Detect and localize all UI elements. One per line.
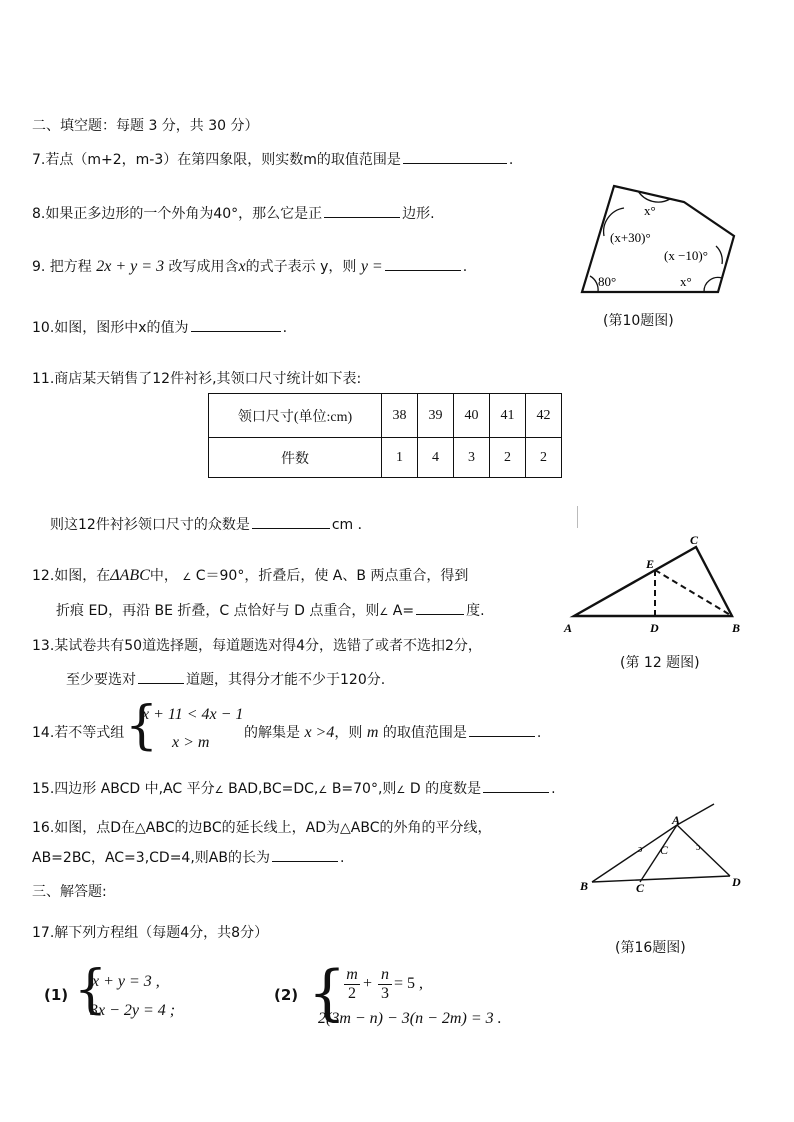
question-16-end: . [339, 850, 345, 866]
question-10-text: 10.如图，图形中x的值为 [32, 320, 189, 336]
question-14-prefix: 14.若不等式组 [32, 725, 125, 741]
question-11: 11.商店某天销售了12件衬衫,其领口尺寸统计如下表: [32, 371, 362, 387]
angle-icon: ∠ [214, 785, 224, 796]
inequality-2: x > m [172, 734, 210, 751]
question-12-text: 12.如图，在 [32, 568, 111, 584]
question-11-answer-text: 则这12件衬衫领口尺寸的众数是 [50, 517, 250, 533]
question-8-text: 8.如果正多边形的一个外角为40°，那么它是正 [32, 206, 323, 222]
question-12-text: 中， [149, 568, 178, 584]
question-9-middle2: 的式子表示 y，则 [245, 259, 357, 275]
answer-blank-16[interactable] [272, 847, 338, 862]
table-row [209, 438, 562, 478]
fig16-tick-mark: ɔ [696, 842, 701, 853]
question-7 [32, 149, 513, 169]
table-cell: 2 [490, 438, 526, 478]
question-9-middle: 改写成用含 [168, 259, 239, 275]
figure-10-caption: (第10题图) [603, 313, 674, 329]
question-12-line-2 [56, 600, 485, 620]
figure-12-triangle [558, 532, 748, 638]
question-14-rest [244, 722, 541, 742]
answer-blank-11[interactable] [252, 514, 330, 529]
fig12-label-C: C [690, 533, 699, 547]
question-10-end: . [282, 320, 288, 336]
fig16-label-inner-C: C [660, 843, 669, 857]
brace-icon: { [125, 696, 159, 756]
table-cell: 4 [418, 438, 454, 478]
plus-sign: + [363, 975, 373, 992]
question-15 [32, 778, 556, 798]
question-17-title: 17.解下列方程组（每题4分，共8分） [32, 925, 269, 941]
question-9-equation: 2x + y = 3 [96, 258, 165, 275]
fig10-label-top: x° [644, 203, 656, 218]
equation-2-1-tail: = 5 , [394, 975, 424, 992]
question-14-text: 的解集是 [244, 725, 300, 741]
answer-blank-15[interactable] [483, 778, 549, 793]
divider [577, 506, 578, 528]
section-title-answer: 三、解答题: [32, 884, 107, 900]
fraction-m-over-2: m 2 [344, 966, 360, 1003]
answer-blank-8[interactable] [324, 203, 400, 218]
answer-blank-12[interactable] [416, 600, 464, 615]
question-13-line-1: 13.某试卷共有50道选择题，每道题选对得4分，选错了或者不选扣2分， [32, 638, 482, 654]
fig16-label-A: A [672, 813, 681, 827]
question-15-text: B=70°,则 [331, 781, 397, 797]
question-14-text: ，则 [334, 725, 363, 741]
figure-10-pentagon [576, 180, 746, 304]
question-15-end: . [551, 781, 556, 797]
question-14-solution: x >4 [304, 724, 335, 741]
table-cell: 38 [382, 394, 418, 438]
question-16-line-1: 16.如图，点D在△ABC的边BC的延长线上，AD为△ABC的外角的平分线， [32, 820, 492, 836]
question-11-answer [50, 514, 372, 534]
question-12-line-1 [32, 565, 468, 585]
fig10-label-left: (x+30)° [610, 230, 651, 245]
angle-icon: ∠ [396, 785, 406, 796]
table-cell: 41 [490, 394, 526, 438]
figure-16-triangle [572, 800, 752, 896]
fig10-label-bottom-right: x° [680, 274, 692, 289]
answer-blank-7[interactable] [403, 149, 507, 164]
angle-icon: ∠ [182, 572, 192, 583]
question-12-text: 折痕 ED，再沿 BE 折叠，C 点恰好与 D 点重合，则 [56, 603, 380, 619]
table-cell: 1 [382, 438, 418, 478]
question-7-end: . [508, 152, 514, 168]
table-cell: 42 [526, 394, 562, 438]
question-12-text: A= [392, 603, 415, 619]
question-12-text: C＝90°，折叠后，使 A、B 两点重合，得到 [195, 568, 469, 584]
question-14-var: m [366, 724, 379, 741]
question-14-text: 的取值范围是 [382, 725, 467, 741]
question-15-text: 15.四边形 ABCD 中,AC 平分 [32, 781, 215, 797]
question-11-unit: cm ． [331, 517, 372, 533]
fig16-tick-mark: ɔ [638, 844, 643, 855]
equation-1-1: x + y = 3 , [92, 973, 160, 990]
fig12-label-A: A [564, 621, 573, 635]
answer-blank-14[interactable] [469, 722, 535, 737]
fig16-label-D: D [732, 875, 741, 889]
figure-16-caption: (第16题图) [615, 940, 686, 956]
answer-blank-13[interactable] [138, 669, 184, 684]
fig12-label-E: E [646, 557, 655, 571]
brace-icon: { [74, 960, 108, 1020]
problem-2-label: (2) [274, 986, 299, 1004]
question-9-end: . [462, 259, 468, 275]
collar-size-table [208, 393, 562, 478]
question-15-text: BAD,BC=DC, [228, 781, 319, 797]
table-row [209, 394, 562, 438]
equation-1-2: 3x − 2y = 4 ; [90, 1002, 176, 1019]
question-14-end: . [536, 725, 542, 741]
question-16-text: AB=2BC，AC=3,CD=4,则AB的长为 [32, 850, 270, 866]
fig10-label-bottom-left: 80° [598, 274, 617, 289]
table-header-count: 件数 [209, 438, 382, 478]
question-9-lhs: y = [360, 258, 383, 275]
table-cell: 3 [454, 438, 490, 478]
angle-icon: ∠ [318, 785, 328, 796]
angle-arc-icon [590, 276, 598, 292]
question-16-line-2 [32, 847, 344, 867]
fig16-label-B: B [580, 879, 589, 893]
question-13-text: 道题，其得分才能不少于120分. [186, 672, 386, 688]
question-13-line-2 [66, 669, 385, 689]
angle-arc-icon [716, 246, 722, 264]
question-8-end: 边形. [402, 206, 435, 222]
answer-blank-10[interactable] [191, 317, 281, 332]
question-13-text: 至少要选对 [66, 672, 136, 688]
table-cell: 39 [418, 394, 454, 438]
question-10 [32, 317, 287, 337]
angle-icon: ∠ [379, 607, 389, 618]
section-title-fill-in: 二、填空题：每题 3 分，共 30 分） [32, 118, 259, 134]
figure-12-caption: (第 12 题图) [620, 655, 700, 671]
equation-2-2: 2(3m − n) − 3(n − 2m) = 3 . [318, 1010, 502, 1027]
problem-1-label: (1) [44, 986, 69, 1004]
table-cell: 2 [526, 438, 562, 478]
brace-icon: { [308, 958, 347, 1028]
answer-blank-9[interactable] [385, 256, 461, 271]
question-8 [32, 203, 435, 223]
question-9-prefix: 9. 把方程 [32, 259, 92, 275]
fig12-label-D: D [650, 621, 659, 635]
table-header-size: 领口尺寸(单位:cm) [209, 394, 382, 438]
question-12-text: 度. [466, 603, 485, 619]
fig16-label-C: C [636, 881, 645, 895]
fig10-label-right: (x −10)° [664, 248, 708, 263]
triangle-abc: ΔABC [110, 567, 150, 584]
question-9-var: x [238, 258, 246, 275]
table-cell: 40 [454, 394, 490, 438]
question-9 [32, 256, 467, 276]
question-15-text: D 的度数是 [409, 781, 482, 797]
fraction-n-over-3: n 3 [378, 966, 392, 1003]
question-7-text: 7.若点（m+2，m-3）在第四象限，则实数m的取值范围是 [32, 152, 401, 168]
inequality-1: x + 11 < 4x − 1 [142, 706, 244, 723]
fig12-label-B: B [732, 621, 741, 635]
